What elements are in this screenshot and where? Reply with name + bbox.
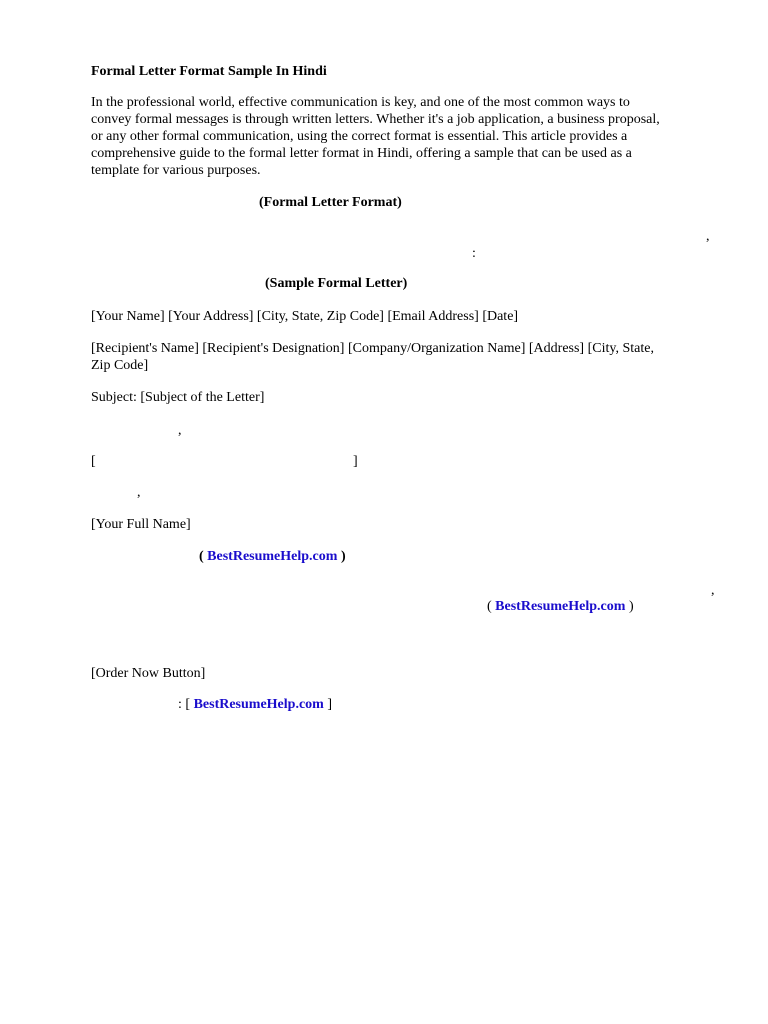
bestresumehelp-link[interactable]: BestResumeHelp.com xyxy=(495,599,626,614)
format-heading: (Formal Letter Format) xyxy=(259,195,402,210)
paren-close: ) xyxy=(628,599,634,614)
punctuation-colon: : xyxy=(472,246,476,261)
link-line-1 xyxy=(199,548,346,565)
bracket-open: [ xyxy=(91,454,96,469)
document-title: Formal Letter Format Sample In Hindi xyxy=(91,64,327,79)
full-name-placeholder: [Your Full Name] xyxy=(91,517,191,532)
punctuation-comma: , xyxy=(706,229,710,244)
bestresumehelp-link[interactable]: BestResumeHelp.com xyxy=(207,549,338,564)
order-now-placeholder: [Order Now Button] xyxy=(91,666,206,681)
subject-line: Subject: [Subject of the Letter] xyxy=(91,390,265,405)
punctuation-comma: , xyxy=(711,583,715,598)
intro-line: In the professional world, effective communication is key, and one of the most common ways to xyxy=(91,95,630,110)
sender-line: [Your Name] [Your Address] [City, State, Zip Code] [Email Address] [Date] xyxy=(91,309,519,324)
bracket-close: ] xyxy=(327,697,332,712)
paren-open: ( xyxy=(199,549,204,564)
punctuation-comma: , xyxy=(137,485,141,500)
colon-bracket-open: : [ xyxy=(178,697,191,712)
recipient-line: [Recipient's Name] [Recipient's Designation] [Company/Organization Name] [Address] [City, State, xyxy=(91,341,654,356)
paren-open: ( xyxy=(487,599,492,614)
link-line-3 xyxy=(178,696,332,713)
bracket-close: ] xyxy=(353,454,358,469)
link-line-2 xyxy=(487,598,634,615)
intro-line: convey formal messages is through written letters. Whether it's a job application, a business proposal, xyxy=(91,112,660,127)
intro-line: comprehensive guide to the formal letter format in Hindi, offering a sample that can be used as a xyxy=(91,146,632,161)
recipient-line: Zip Code] xyxy=(91,358,149,373)
bestresumehelp-link[interactable]: BestResumeHelp.com xyxy=(193,697,324,712)
punctuation-comma: , xyxy=(178,423,182,438)
paren-close: ) xyxy=(340,549,346,564)
intro-line: template for various purposes. xyxy=(91,163,261,178)
sample-heading: (Sample Formal Letter) xyxy=(265,276,408,291)
intro-line: or any other formal communication, using the correct format is essential. This article provides a xyxy=(91,129,628,144)
